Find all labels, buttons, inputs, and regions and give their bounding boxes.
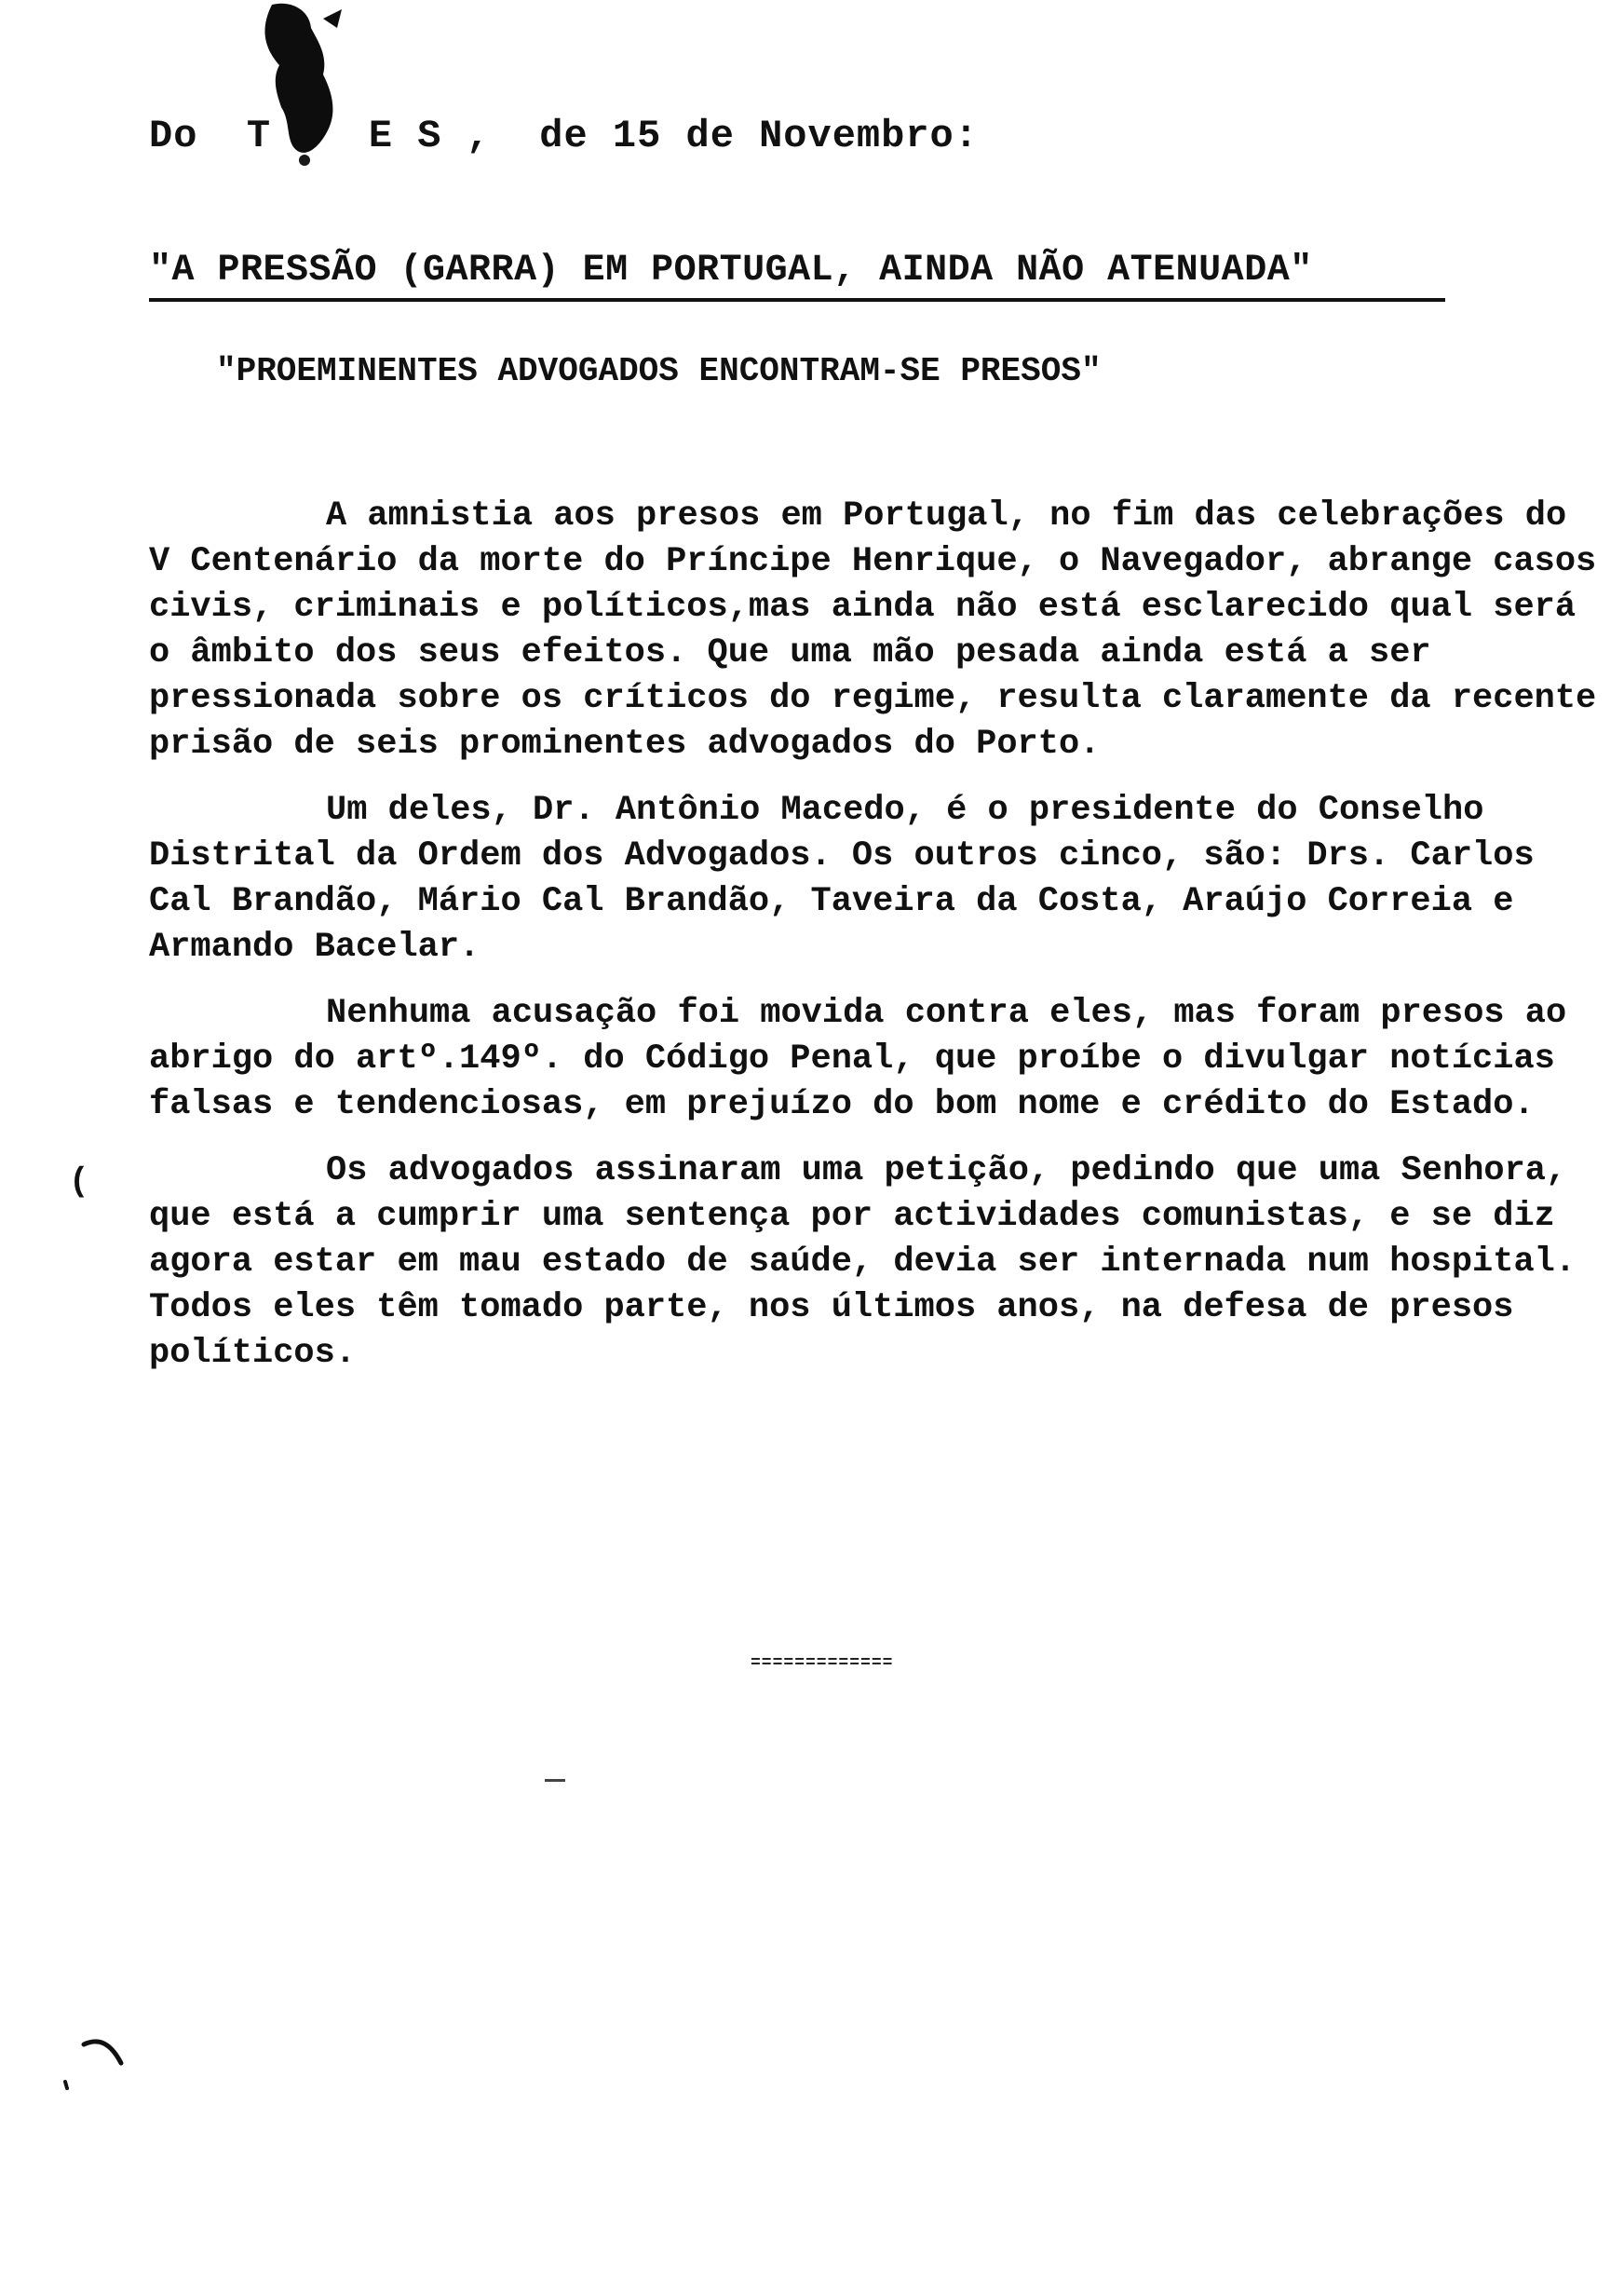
margin-mark: (	[69, 1162, 89, 1201]
source-header: Do T E S , de 15 de Novembro:	[149, 114, 979, 158]
paragraph-4: Os advogados assinaram uma petição, pedindo que uma Senhora, que está a cumprir uma sentença por actividades comunistas, e se diz agora estar em mau estado de saúde, devia ser internada num hospital. Todos eles têm tomado parte, nos últimos anos, na defesa de presos políticos.	[149, 1151, 1577, 1373]
paragraph-2: Um deles, Dr. Antônio Macedo, é o presidente do Conselho Distrital da Ordem dos Advogados. Os outros cinco, são: Drs. Carlos Cal Brandão, Mário Cal Brandão, Taveira da Costa, Araújo Correia e Armando Bacelar.	[149, 791, 1535, 967]
title-underline	[149, 298, 1445, 302]
stray-pen-mark	[56, 2030, 140, 2096]
article-subtitle: "PROEMINENTES ADVOGADOS ENCONTRAM-SE PRESOS"	[216, 352, 1102, 390]
article-body	[149, 494, 1602, 1397]
paragraph-3: Nenhuma acusação foi movida contra eles, mas foram presos ao abrigo do artº.149º. do Código Penal, que proíbe o divulgar notícias falsas e tendenciosas, em prejuízo do bom nome e crédito do Estado.	[149, 994, 1567, 1124]
paragraph-1: A amnistia aos presos em Portugal, no fim das celebrações do V Centenário da morte do Príncipe Henrique, o Navegador, abrange casos civis, criminais e políticos,mas ainda não está esclarecido qual será o âmbito dos seus efeitos. Que uma mão pesada ainda está a ser pressionada sobre os críticos do regime, resulta claramente da recente prisão de seis prominentes advogados do Porto.	[149, 496, 1597, 764]
article-title: "A PRESSÃO (GARRA) EM PORTUGAL, AINDA NÃO ATENUADA"	[149, 250, 1313, 292]
end-separator: =============	[751, 1654, 894, 1673]
stray-dash-mark	[545, 1779, 565, 1782]
